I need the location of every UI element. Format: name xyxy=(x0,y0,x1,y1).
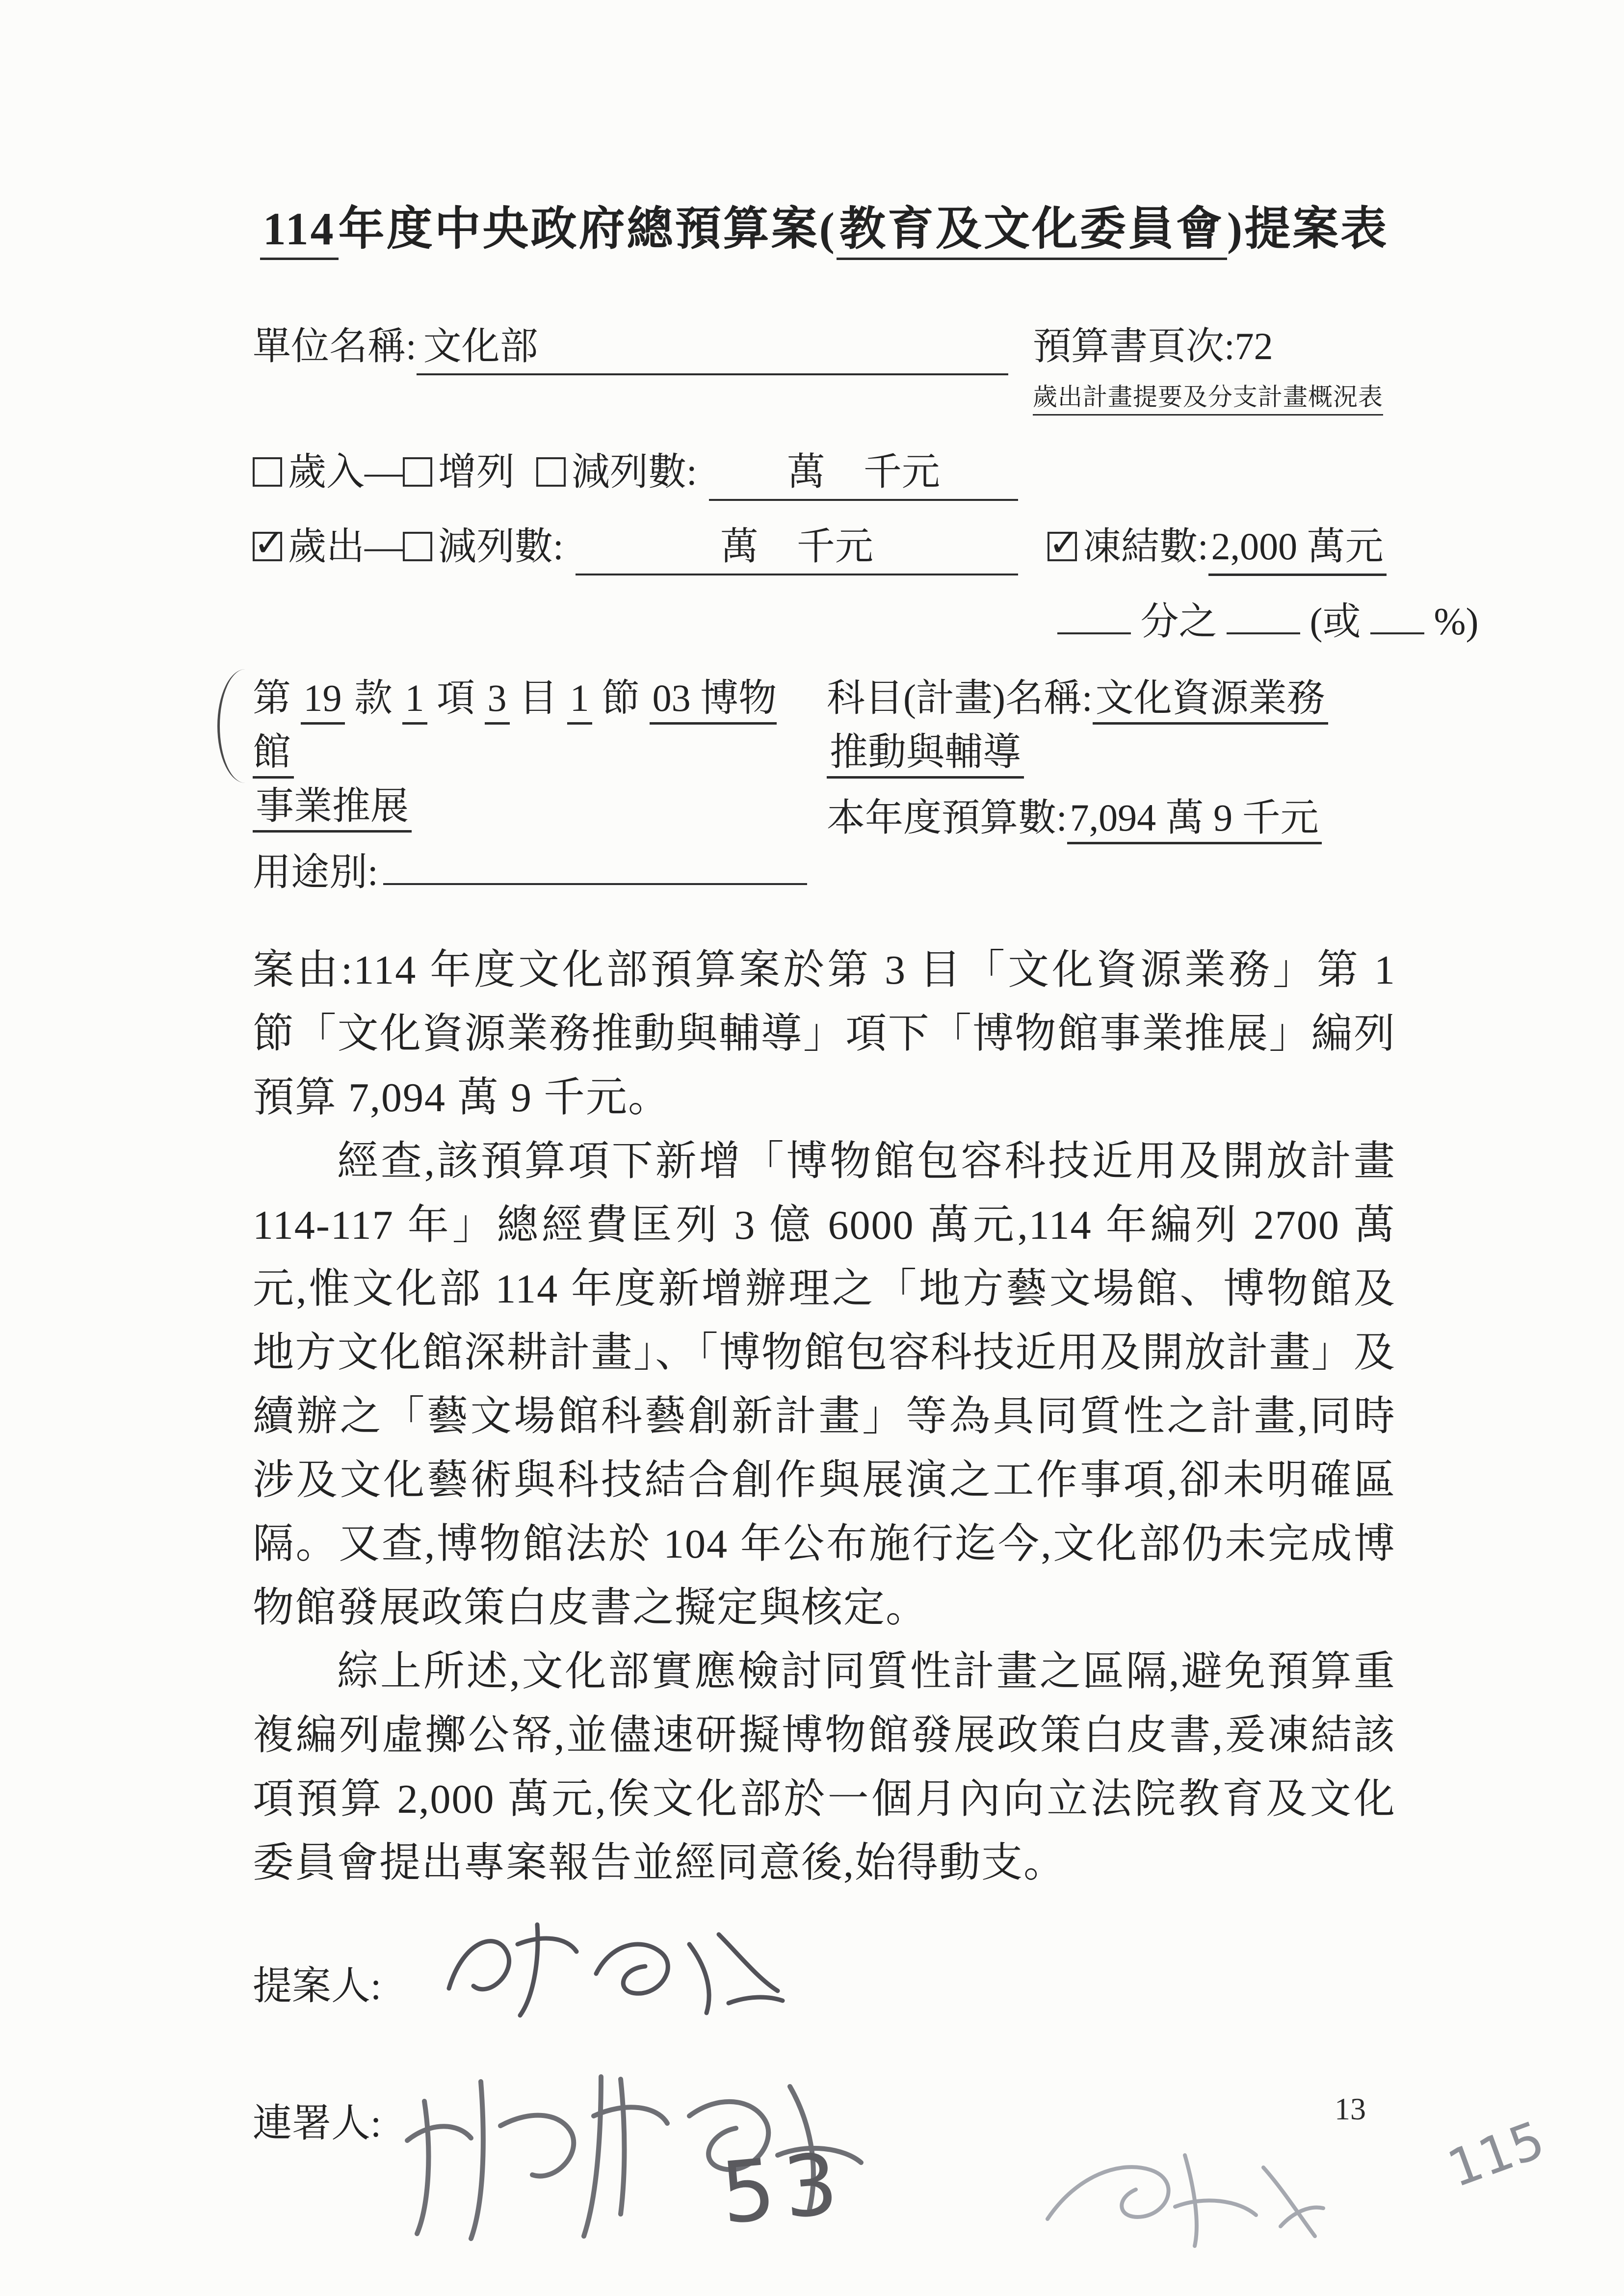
clause-di: 第 xyxy=(253,677,301,719)
percent-blank xyxy=(1370,594,1424,634)
form-content xyxy=(253,191,1479,2248)
unit-name-field xyxy=(253,315,1008,375)
subject-value-1: 文化資源業務 xyxy=(1093,677,1328,725)
budget-page-block xyxy=(1033,315,1396,416)
freeze-label: 凍結數: xyxy=(1083,525,1208,568)
unit-name-label: 單位名稱: xyxy=(253,325,417,367)
handwritten-note-center: 53 xyxy=(717,2134,851,2243)
checkbox-decrease2-unchecked-icon xyxy=(403,532,432,561)
or-open: (或 xyxy=(1310,600,1361,643)
clause-num-xiang: 1 xyxy=(402,677,427,725)
subject-line-1 xyxy=(827,671,1396,725)
title-year: 114 xyxy=(260,204,339,260)
clause-item-name: 事業推展 xyxy=(253,784,412,833)
clause-mu: 目 xyxy=(509,677,567,719)
revenue-amount-blank: 萬 千元 xyxy=(709,441,1018,501)
clause-kuan: 款 xyxy=(344,677,402,719)
budget-label: 本年度預算數: xyxy=(827,796,1067,839)
title-tail: )提案表 xyxy=(1227,204,1389,255)
document-title xyxy=(253,191,1396,258)
unit-name-value: 文化部 xyxy=(417,315,1008,375)
budget-field xyxy=(827,791,1396,845)
budget-page-note: 歲出計畫提要及分支計畫概況表 xyxy=(1033,377,1383,416)
decrease-label: 減列數: xyxy=(572,450,697,493)
purpose-blank xyxy=(383,845,807,885)
proposer-signature xyxy=(415,1900,797,2047)
freeze-value: 2,000 萬元 xyxy=(1208,516,1387,576)
page-number: 13 xyxy=(1335,2091,1366,2126)
purpose-label: 用途別: xyxy=(253,851,378,893)
clause-jie: 節 xyxy=(592,677,650,719)
percent-close: %) xyxy=(1434,600,1479,643)
budget-value: 7,094 萬 9 千元 xyxy=(1067,796,1322,844)
purpose-field xyxy=(253,845,807,899)
handwritten-note-right: 115 xyxy=(1440,2109,1552,2199)
subject-label: 科目(計畫)名稱: xyxy=(827,677,1093,719)
clause-num-jie: 1 xyxy=(567,677,592,725)
checkbox-decrease-unchecked-icon xyxy=(536,457,566,487)
cosigner-signature-2 xyxy=(1018,2121,1332,2258)
revenue-left-group xyxy=(253,441,1018,501)
checkbox-section xyxy=(253,441,1479,646)
revenue-row xyxy=(253,441,1396,501)
proposer-row xyxy=(253,1925,1396,2062)
expenditure-amount-blank: 萬 千元 xyxy=(576,516,1018,575)
clause-num-kuan: 19 xyxy=(301,677,345,725)
title-mid: 年度中央政府總預算案( xyxy=(338,204,837,255)
fraction-row xyxy=(253,591,1479,646)
budget-page-label: 預算書頁次: xyxy=(1033,325,1235,367)
dash: — xyxy=(365,525,403,568)
clause-column xyxy=(253,671,807,899)
check-mark-icon: ✓ xyxy=(254,521,285,565)
checkbox-revenue-unchecked-icon xyxy=(253,457,282,487)
check-mark-icon: ✓ xyxy=(1048,521,1080,565)
decrease2-label: 減列數: xyxy=(438,525,564,568)
checkbox-expenditure-checked-icon xyxy=(253,521,285,565)
paragraph-review: 經查,該預算項下新增「博物館包容科技近用及開放計畫 114-117 年」總經費匡列 3 億 6000 萬元,114 年編列 2700 萬元,惟文化部 114 年度新增辦理之「地方藝文場館、博物館及地方文化館深耕計畫」、「博物館包容科技近用及開放計畫」及續辦之「藝文場館科藝創新計畫」等為具同質性之計畫,同時涉及文化藝術與科技結合創作與展演之工作事項,卻未明確區隔。又查,博物館法於 104 年公布施行迄今,文化部仍未完成博物館發展政策白皮書之擬定與核定。 xyxy=(253,1139,1396,1631)
dash: — xyxy=(365,450,403,493)
budget-page-value: 72 xyxy=(1234,325,1273,367)
clause-line-1 xyxy=(253,671,807,779)
title-committee: 教育及文化委員會 xyxy=(837,204,1227,260)
increase-label: 增列 xyxy=(438,450,515,493)
clause-line-2 xyxy=(253,779,807,833)
subject-value-2: 推動與輔導 xyxy=(827,731,1024,779)
cosigner-label: 連署人: xyxy=(253,2102,382,2145)
expenditure-label: 歲出 xyxy=(288,525,365,568)
clause-xiang: 項 xyxy=(427,677,485,719)
proposer-label: 提案人: xyxy=(253,1965,382,2008)
case-description xyxy=(253,939,1396,1895)
revenue-label: 歲入 xyxy=(288,450,365,493)
subject-line-2 xyxy=(827,725,1396,779)
paragraph-case: 案由:114 年度文化部預算案於第 3 目「文化資源業務」第 1 節「文化資源業務推動與輔導」項下「博物館事業推展」編列預算 7,094 萬 9 千元。 xyxy=(253,947,1396,1121)
clause-num-mu: 3 xyxy=(485,677,510,725)
handdrawn-bracket-mark xyxy=(217,669,245,783)
budget-page-field xyxy=(1033,315,1396,370)
fraction-field xyxy=(1057,591,1478,646)
clause-subject-section xyxy=(253,671,1396,899)
checkbox-freeze-checked-icon xyxy=(1048,521,1080,565)
subject-column xyxy=(827,671,1396,899)
fraction-blank-2 xyxy=(1227,594,1300,634)
freeze-group xyxy=(1048,516,1396,576)
fraction-label: 分之 xyxy=(1140,600,1217,643)
checkbox-increase-unchecked-icon xyxy=(403,457,432,487)
clause-item-code: 03 博物館 xyxy=(253,677,777,779)
expenditure-left-group xyxy=(253,516,1018,575)
fraction-blank-1 xyxy=(1057,594,1131,634)
header-row xyxy=(253,315,1396,416)
expenditure-row xyxy=(253,516,1396,576)
paragraph-conclusion: 綜上所述,文化部實應檢討同質性計畫之區隔,避免預算重複編列虛擲公帑,並儘速研擬博物館發展政策白皮書,爰凍結該項預算 2,000 萬元,俟文化部於一個月內向立法院教育及文化委員會提出專案報告並經同意後,始得動支。 xyxy=(253,1649,1396,1886)
